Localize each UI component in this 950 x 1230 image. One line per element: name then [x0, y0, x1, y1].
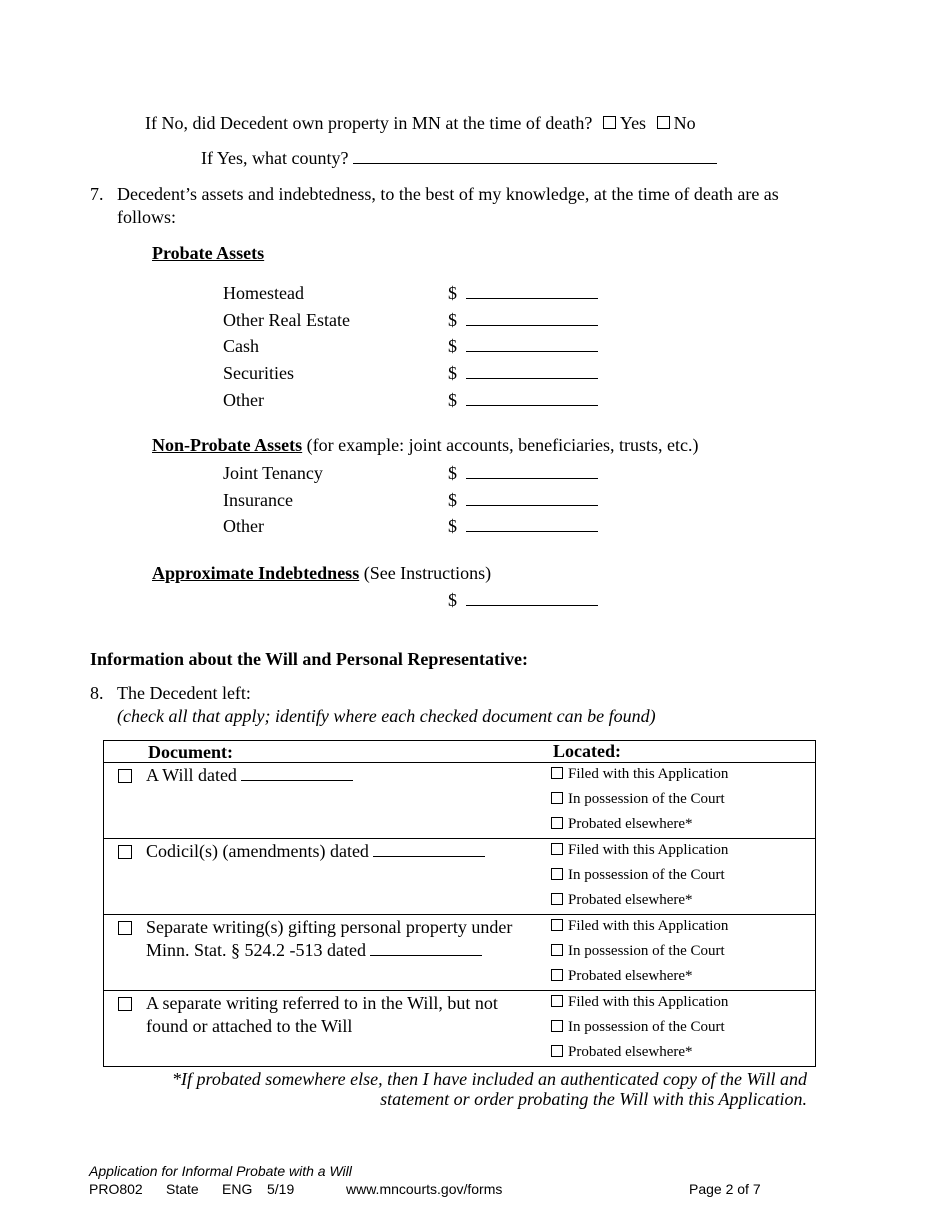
location-option[interactable]	[551, 889, 815, 914]
probate-assets-heading: Probate Assets	[152, 243, 265, 263]
no-label: No	[673, 113, 696, 133]
table-row	[104, 915, 816, 991]
location-label: In possession of the Court	[568, 867, 725, 883]
footer-jurisdiction: State	[166, 1181, 199, 1197]
table-row	[104, 991, 816, 1067]
footer-language: ENG	[222, 1181, 253, 1197]
footnote-line1: *If probated somewhere else, then I have included an authenticated copy of the Will and	[171, 1069, 807, 1089]
location-label: Probated elsewhere*	[568, 1044, 693, 1060]
asset-label-insurance: Insurance	[223, 490, 293, 510]
will-date-field[interactable]	[241, 766, 353, 781]
county-label: If Yes, what county?	[201, 148, 349, 168]
dollar-sign: $	[448, 310, 457, 330]
amount-row-indebtedness	[448, 590, 598, 612]
filed-checkbox[interactable]	[551, 767, 563, 779]
q7-text-line1: Decedent’s assets and indebtedness, to the best of my knowledge, at the time of death are as	[117, 184, 779, 204]
location-option[interactable]	[551, 788, 815, 813]
footer-revision: 5/19	[267, 1181, 295, 1197]
court-checkbox[interactable]	[551, 792, 563, 804]
location-option[interactable]	[551, 1041, 815, 1066]
probated-checkbox[interactable]	[551, 893, 563, 905]
location-option[interactable]	[551, 915, 815, 940]
location-option[interactable]	[551, 813, 815, 838]
filed-checkbox[interactable]	[551, 843, 563, 855]
location-option[interactable]	[551, 991, 815, 1016]
table-row	[104, 763, 816, 839]
separate-writing-line1: Separate writing(s) gifting personal property under	[146, 917, 513, 937]
yes-label: Yes	[619, 113, 647, 133]
documents-table	[103, 740, 816, 1067]
will-section-heading: Information about the Will and Personal Representative:	[90, 649, 529, 669]
q8-text: The Decedent left:	[117, 683, 251, 703]
securities-amount-field[interactable]	[466, 364, 598, 379]
asset-label-other-nonprobate: Other	[223, 516, 264, 536]
amount-row-insurance	[448, 490, 598, 512]
probated-checkbox[interactable]	[551, 817, 563, 829]
q8-number: 8.	[90, 683, 104, 703]
footer-website[interactable]: www.mncourts.gov/forms	[346, 1181, 503, 1197]
location-option[interactable]	[551, 1016, 815, 1041]
insurance-amount-field[interactable]	[466, 491, 598, 506]
codicil-dated-label: Codicil(s) (amendments) dated	[146, 841, 369, 861]
indebtedness-amount-field[interactable]	[466, 591, 598, 606]
will-dated-label: A Will dated	[146, 765, 237, 785]
probated-checkbox[interactable]	[551, 969, 563, 981]
asset-label-cash: Cash	[223, 336, 259, 356]
other-nonprobate-amount-field[interactable]	[466, 517, 598, 532]
table-row	[104, 839, 816, 915]
nonprobate-heading-line	[152, 435, 699, 457]
amount-row-securities	[448, 363, 598, 385]
asset-label-securities: Securities	[223, 363, 294, 383]
county-field[interactable]	[353, 149, 717, 164]
amount-row-other-nonprobate	[448, 516, 598, 538]
filed-checkbox[interactable]	[551, 995, 563, 1007]
court-checkbox[interactable]	[551, 1020, 563, 1032]
other-probate-amount-field[interactable]	[466, 391, 598, 406]
location-label: In possession of the Court	[568, 1019, 725, 1035]
nonprobate-assets-note: (for example: joint accounts, beneficiaries, trusts, etc.)	[306, 435, 699, 455]
location-option[interactable]	[551, 839, 815, 864]
county-question	[201, 148, 717, 170]
dollar-sign: $	[448, 390, 457, 410]
footer-form-code: PRO802	[89, 1181, 143, 1197]
location-label: Probated elsewhere*	[568, 816, 693, 832]
joint-tenancy-amount-field[interactable]	[466, 464, 598, 479]
location-label: In possession of the Court	[568, 791, 725, 807]
referred-writing-line2: found or attached to the Will	[146, 1016, 353, 1036]
amount-row-homestead	[448, 283, 598, 305]
q7-text-line2: follows:	[117, 207, 177, 227]
amount-row-other	[448, 390, 598, 412]
nonprobate-assets-heading: Non-Probate Assets	[152, 435, 303, 455]
filed-checkbox[interactable]	[551, 919, 563, 931]
codicil-checkbox[interactable]	[118, 845, 132, 859]
no-checkbox[interactable]	[657, 116, 670, 129]
property-question	[145, 113, 696, 135]
dollar-sign: $	[448, 336, 457, 356]
location-label: Filed with this Application	[568, 994, 729, 1010]
header-blank	[104, 741, 147, 763]
location-label: Probated elsewhere*	[568, 892, 693, 908]
asset-label-other-real-estate: Other Real Estate	[223, 310, 350, 330]
location-label: Filed with this Application	[568, 842, 729, 858]
location-option[interactable]	[551, 763, 815, 788]
q8-instruction: (check all that apply; identify where each checked document can be found)	[117, 706, 656, 726]
codicil-date-field[interactable]	[373, 842, 485, 857]
separate-writing-line2: Minn. Stat. § 524.2 -513 dated	[146, 940, 366, 960]
location-label: Filed with this Application	[568, 766, 729, 782]
amount-row-cash	[448, 336, 598, 358]
footer-form-title: Application for Informal Probate with a Will	[89, 1163, 352, 1179]
court-checkbox[interactable]	[551, 944, 563, 956]
probated-checkbox[interactable]	[551, 1045, 563, 1057]
indebtedness-heading: Approximate Indebtedness	[152, 563, 360, 583]
indebtedness-heading-line	[152, 563, 491, 585]
will-checkbox[interactable]	[118, 769, 132, 783]
table-header-row	[104, 741, 816, 763]
dollar-sign: $	[448, 463, 457, 483]
location-label: Probated elsewhere*	[568, 968, 693, 984]
q7-number: 7.	[90, 184, 104, 204]
footnote-line2: statement or order probating the Will with this Application.	[380, 1089, 807, 1109]
location-option[interactable]	[551, 864, 815, 889]
yes-checkbox[interactable]	[603, 116, 616, 129]
referred-writing-line1: A separate writing referred to in the Will, but not	[146, 993, 498, 1013]
property-question-text: If No, did Decedent own property in MN at the time of death?	[145, 113, 593, 133]
dollar-sign: $	[448, 590, 457, 610]
column-header-document: Document:	[146, 741, 551, 763]
amount-row-other-real-estate	[448, 310, 598, 332]
column-header-located: Located:	[551, 741, 816, 763]
homestead-amount-field[interactable]	[466, 284, 598, 299]
location-label: In possession of the Court	[568, 943, 725, 959]
asset-label-homestead: Homestead	[223, 283, 304, 303]
location-option[interactable]	[551, 965, 815, 990]
separate-writing-checkbox[interactable]	[118, 921, 132, 935]
dollar-sign: $	[448, 516, 457, 536]
asset-label-other: Other	[223, 390, 264, 410]
asset-label-joint-tenancy: Joint Tenancy	[223, 463, 323, 483]
court-checkbox[interactable]	[551, 868, 563, 880]
dollar-sign: $	[448, 283, 457, 303]
amount-row-joint-tenancy	[448, 463, 598, 485]
other-real-estate-amount-field[interactable]	[466, 311, 598, 326]
location-option[interactable]	[551, 940, 815, 965]
referred-writing-checkbox[interactable]	[118, 997, 132, 1011]
separate-writing-date-field[interactable]	[370, 941, 482, 956]
indebtedness-note: (See Instructions)	[363, 563, 492, 583]
cash-amount-field[interactable]	[466, 337, 598, 352]
location-label: Filed with this Application	[568, 918, 729, 934]
dollar-sign: $	[448, 363, 457, 383]
footer-page-number: Page 2 of 7	[689, 1181, 761, 1197]
dollar-sign: $	[448, 490, 457, 510]
